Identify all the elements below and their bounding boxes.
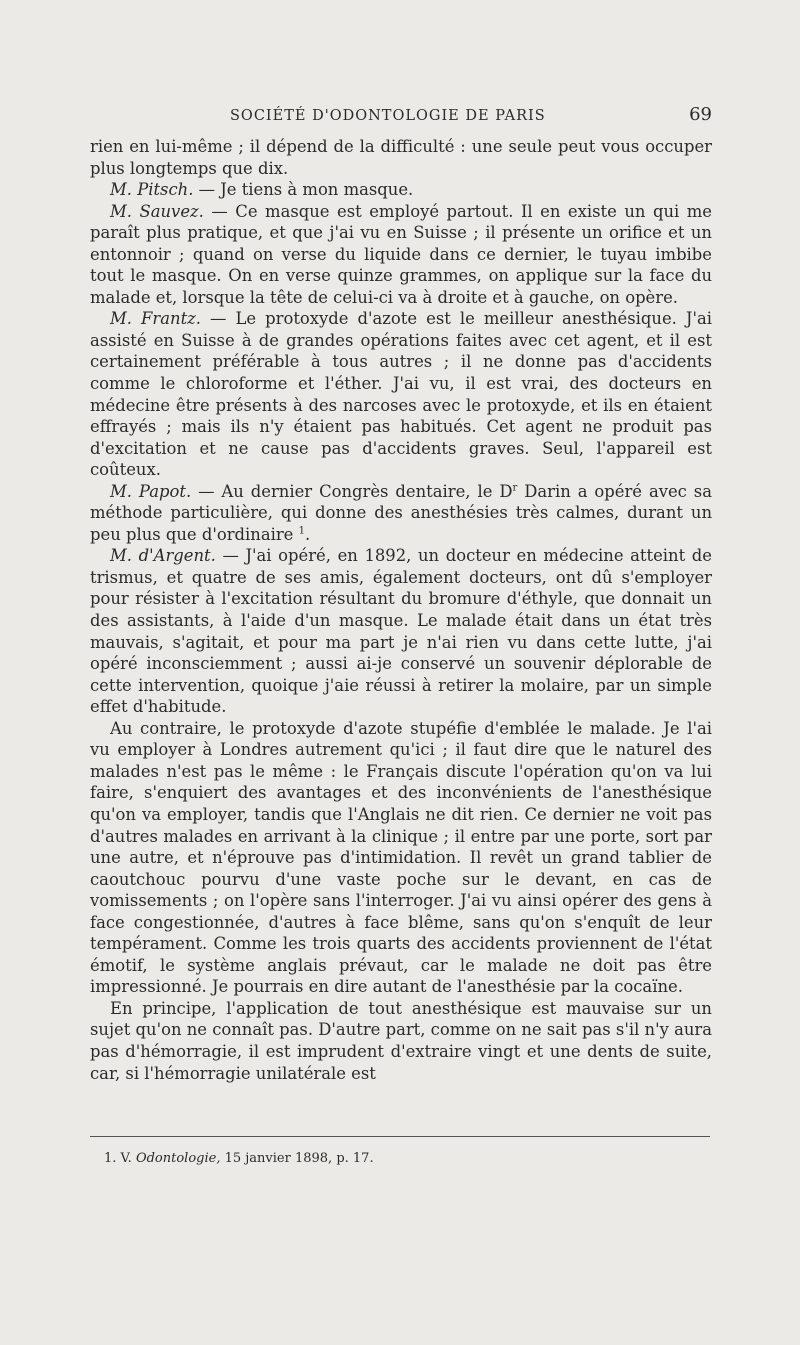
paragraph: M. Frantz. — Le protoxyde d'azote est le meilleur anesthésique. J'ai assisté en Suisse à de grandes opérations faites avec cet agent, et il est certainement préférable à tous autres ; il ne donne pas d'accidents comme le chloroforme et l'éther. J'ai vu, il est vrai, des docteurs en médecine être présents à des narcoses avec le protoxyde, et ils en étaient effrayés ; mais ils n'y étaient pas habitués. Cet agent ne produit pas d'excitation et ne cause pas d'accidents graves. Seul, l'appareil est coûteux. [90, 309, 712, 480]
running-title: SOCIÉTÉ D'ODONTOLOGIE DE PARIS [230, 108, 546, 124]
footnote-number: 1. V. [104, 1151, 132, 1166]
paragraph: M. Papot. — Au dernier Congrès dentaire, le $D^r$ Darin a opéré avec sa méthode particulière, qui donne des anesthésies très calmes, durant un peu plus que d'ordinaire $^1$. [90, 481, 712, 544]
page-header [90, 104, 712, 130]
paragraph: rien en lui-même ; il dépend de la difficulté : une seule peut vous occuper plus longtemps que dix. [90, 137, 712, 178]
paragraph: M. d'Argent. — J'ai opéré, en 1892, un docteur en médecine atteint de trismus, et quatre de ses amis, également docteurs, ont dû s'employer pour résister à l'excitation résultant du bromure d'éthyle, que donnait un des assistants, à l'aide d'un masque. Le malade était dans un état très mauvais, s'agitait, et pour ma part je n'ai rien vu dans cette lutte, j'ai opéré inconsciemment ; aussi ai-je conservé un souvenir déplorable de cette intervention, quoique j'aie réussi à retirer la molaire, par un simple effet d'habitude. [90, 546, 712, 717]
speaker-name: M. Papot. [110, 481, 192, 501]
page-number: 69 [689, 104, 712, 125]
superscript: r [512, 482, 518, 494]
footnote-rule [90, 1136, 710, 1137]
speaker-name: M. Pitsch. [110, 180, 194, 200]
footnote [104, 1150, 704, 1168]
footnote-journal: Odontologie, [135, 1151, 221, 1166]
footnote-marker: 1 [298, 525, 305, 537]
paragraph: M. Pitsch. — Je tiens à mon masque. [110, 180, 414, 200]
paragraph: M. Sauvez. — Ce masque est employé partout. Il en existe un qui me paraît plus pratique, et que j'ai vu en Suisse ; il présente un orifice et un entonnoir ; quand on verse du liquide dans ce dernier, le tuyau imbibe tout le masque. On en verse quinze grammes, on applique sur la face du malade et, lorsque la tête de celui-ci va à droite et à gauche, on opère. [90, 201, 712, 307]
body-text [90, 136, 712, 1084]
speaker-name: M. Frantz. [110, 309, 202, 329]
speaker-name: M. Sauvez. [110, 201, 204, 221]
paragraph: Au contraire, le protoxyde d'azote stupéfie d'emblée le malade. Je l'ai vu employer à Londres autrement qu'ici ; il faut dire que le naturel des malades n'est pas le même : le Français discute l'opération qu'on va lui faire, s'enquiert des avantages et des inconvénients de l'anesthésique qu'on va employer, tandis que l'Anglais ne dit rien. Ce dernier ne voit pas d'autres malades en arrivant à la clinique ; il entre par une porte, sort par une autre, et n'éprouve pas d'intimidation. Il revêt un grand tablier de caoutchouc pourvu d'une vaste poche sur le devant, en cas de vomissements ; on l'opère sans l'interroger. J'ai vu ainsi opérer des gens à face congestionnée, d'autres à face blême, sans qu'on s'enquît de leur tempérament. Comme les trois quarts des accidents proviennent de l'état émotif, le système anglais prévaut, car le malade ne doit pas être impressionné. Je pourrais en dire autant de l'anesthésie par la cocaïne. [90, 718, 712, 997]
paragraph: En principe, l'application de tout anesthésique est mauvaise sur un sujet qu'on ne connaît pas. D'autre part, comme on ne sait pas s'il n'y aura pas d'hémorragie, il est imprudent d'extraire vingt et une dents de suite, car, si l'hémorragie unilatérale est [90, 998, 713, 1083]
footnote-rest: 15 janvier 1898, p. 17. [220, 1151, 374, 1166]
speaker-name: M. d'Argent. [110, 546, 216, 566]
